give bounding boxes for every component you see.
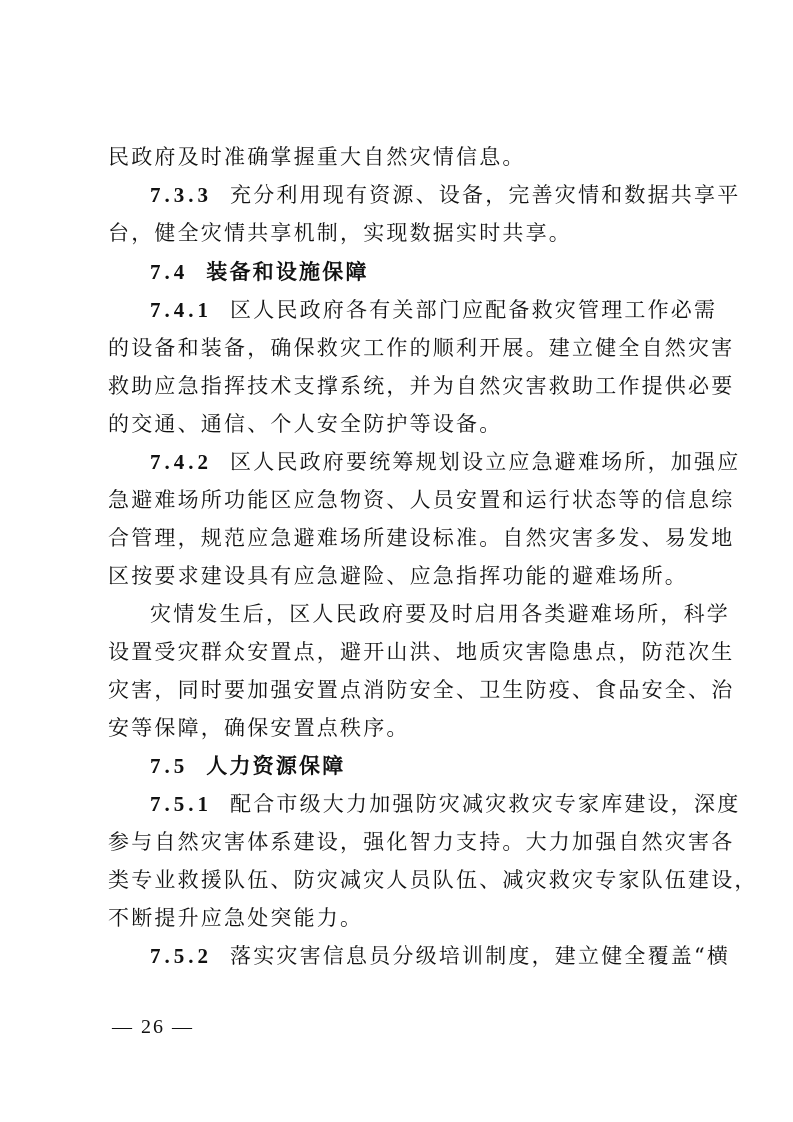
- line-text: 参与自然灾害体系建设，强化智力支持。大力加强自然灾害各: [108, 830, 735, 854]
- text-line: [108, 865, 758, 895]
- line-text: 的设备和装备，确保救灾工作的顺利开展。建立健全自然灾害: [108, 336, 735, 360]
- line-text: 民政府及时准确掌握重大自然灾情信息。: [108, 145, 526, 169]
- text-line: [108, 827, 735, 857]
- text-line: [108, 675, 735, 705]
- clause-number: 7.3.3: [150, 183, 212, 207]
- line-text: 充分利用现有资源、设备，完善灾情和数据共享平: [230, 183, 741, 207]
- line-text: 安等保障，确保安置点秩序。: [108, 716, 410, 740]
- clause-number: 7.4.2: [150, 450, 212, 474]
- section-number: 7.4: [150, 260, 189, 284]
- clause-number: 7.5.2: [150, 944, 212, 968]
- line-text: 灾害，同时要加强安置点消防安全、卫生防疫、食品安全、治: [108, 678, 735, 702]
- text-line: [108, 371, 735, 401]
- line-text: 区人民政府要统筹规划设立应急避难场所，加强应: [230, 450, 741, 474]
- text-line: [108, 713, 688, 743]
- section-number: 7.5: [150, 754, 189, 778]
- page-number: — 26 —: [112, 1016, 194, 1038]
- paragraph-first-line: [150, 599, 730, 629]
- numbered-paragraph-line: [150, 180, 741, 210]
- text-line: [108, 903, 688, 933]
- text-line: [108, 523, 735, 553]
- line-text: 不断提升应急处突能力。: [108, 906, 364, 930]
- line-text: 合管理，规范应急避难场所建设标准。自然灾害多发、易发地: [108, 526, 735, 550]
- clause-number: 7.5.1: [150, 792, 212, 816]
- line-text: 急避难场所功能区应急物资、人员安置和运行状态等的信息综: [108, 488, 735, 512]
- section-heading: [150, 257, 688, 287]
- numbered-paragraph-line: [150, 447, 741, 477]
- text-line: [108, 333, 735, 363]
- line-text: 台，健全灾情共享机制，实现数据实时共享。: [108, 221, 572, 245]
- text-line: [108, 218, 688, 248]
- line-text: 落实灾害信息员分级培训制度，建立健全覆盖“横: [230, 944, 731, 968]
- text-line: [108, 561, 688, 591]
- section-title: 人力资源保障: [206, 753, 346, 778]
- section-heading: [150, 751, 688, 781]
- line-text: 灾情发生后，区人民政府要及时启用各类避难场所，科学: [150, 602, 730, 626]
- line-text: 类专业救援队伍、防灾减灾人员队伍、减灾救灾专家队伍建设，: [108, 868, 758, 892]
- numbered-paragraph-line: [150, 789, 741, 819]
- line-text: 配合市级大力加强防灾减灾救灾专家库建设，深度: [230, 792, 741, 816]
- line-text: 区按要求建设具有应急避险、应急指挥功能的避难场所。: [108, 564, 688, 588]
- section-title: 装备和设施保障: [206, 259, 369, 284]
- line-text: 设置受灾群众安置点，避开山洪、地质灾害隐患点，防范次生: [108, 640, 735, 664]
- line-text: 的交通、通信、个人安全防护等设备。: [108, 412, 503, 436]
- line-text: 救助应急指挥技术支撑系统，并为自然灾害救助工作提供必要: [108, 374, 735, 398]
- text-line: [108, 142, 688, 172]
- text-line: [108, 409, 688, 439]
- text-line: [108, 485, 735, 515]
- numbered-paragraph-line: [150, 941, 731, 971]
- numbered-paragraph-line: [150, 295, 718, 325]
- text-line: [108, 637, 735, 667]
- line-text: 区人民政府各有关部门应配备救灾管理工作必需: [230, 298, 718, 322]
- clause-number: 7.4.1: [150, 298, 212, 322]
